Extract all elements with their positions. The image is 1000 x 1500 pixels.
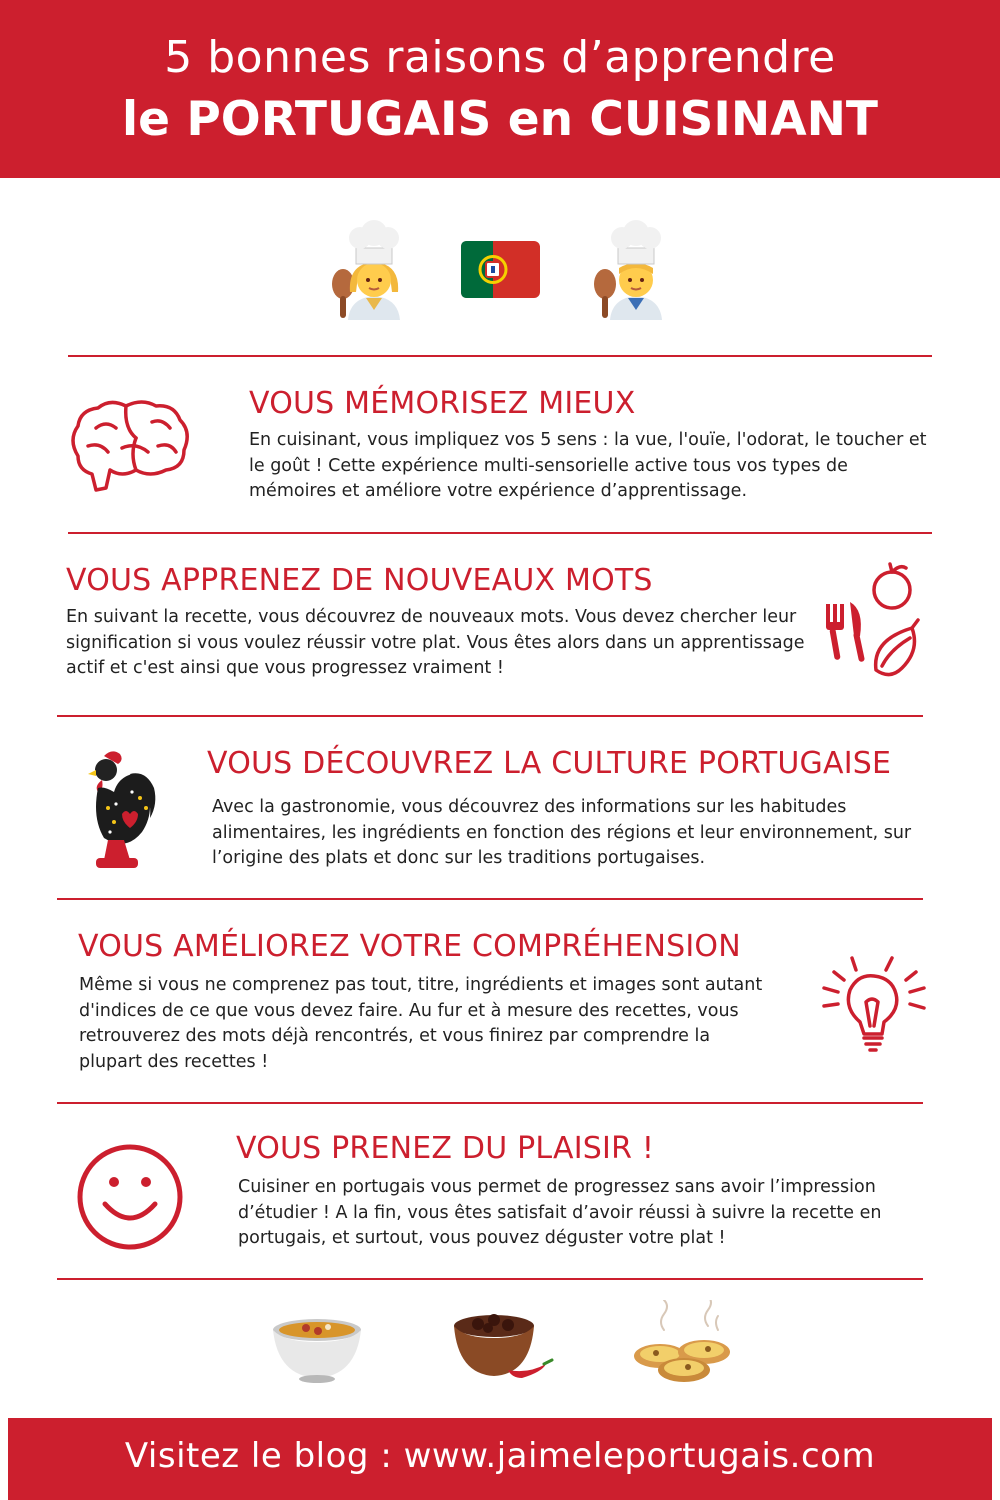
divider — [57, 1102, 923, 1104]
custard-tarts-icon — [630, 1300, 740, 1386]
smiley-icon — [75, 1142, 185, 1252]
divider — [57, 1278, 923, 1280]
section-title: VOUS APPRENEZ DE NOUVEAUX MOTS — [66, 563, 653, 598]
woman-cook-icon — [326, 218, 422, 320]
header-banner — [0, 0, 1000, 178]
man-cook-icon — [588, 218, 684, 320]
barcelos-rooster-icon — [74, 748, 158, 870]
section-title: VOUS DÉCOUVREZ LA CULTURE PORTUGAISE — [207, 746, 892, 781]
stew-bowl-icon — [448, 1310, 554, 1384]
section-title: VOUS AMÉLIOREZ VOTRE COMPRÉHENSION — [78, 929, 741, 964]
divider — [68, 355, 932, 357]
blog-link[interactable]: Visitez le blog : www.jaimeleportugais.com — [124, 1436, 876, 1476]
brain-icon — [66, 398, 194, 494]
soup-bowl-icon — [270, 1316, 364, 1384]
food-utensils-icon — [820, 560, 932, 686]
divider — [57, 898, 923, 900]
section-title: VOUS MÉMORISEZ MIEUX — [249, 386, 636, 421]
section-title: VOUS PRENEZ DU PLAISIR ! — [236, 1131, 655, 1166]
section-body: Avec la gastronomie, vous découvrez des informations sur les habitudes alimentaires, les ingrédients en fonction des régions et leur environnement, sur l’origine des plats et donc sur les traditions portugaises. — [212, 797, 912, 868]
section-body: Cuisiner en portugais vous permet de progressez sans avoir l’impression d’étudier ! A la fin, vous êtes satisfait d’avoir réussi à suivre la recette en portugais, et surtout, vous pouvez déguster votre plat ! — [238, 1177, 882, 1248]
section-body: Même si vous ne comprenez pas tout, titre, ingrédients et images sont autant d'indices de ce que vous devez faire. Au fur et à mesure des recettes, vous retrouverez des mots déjà rencontrés, et vous finirez par comprendre la plupart des recettes ! — [79, 975, 763, 1072]
divider — [68, 532, 932, 534]
divider — [57, 715, 923, 717]
header-title-line-2: le PORTUGAIS en CUISINANT — [122, 92, 878, 147]
footer-banner — [8, 1418, 992, 1500]
section-body: En suivant la recette, vous découvrez de nouveaux mots. Vous devez chercher leur signification si vous voulez réussir votre plat. Vous êtes alors dans un apprentissage actif et c'est ainsi que vous progressez vraiment ! — [66, 607, 805, 678]
section-body: En cuisinant, vous impliquez vos 5 sens : la vue, l'ouïe, l'odorat, le toucher et le goût ! Cette expérience multi-sensorielle active tous vos types de mémoires et améliore votre expérience d’apprentissage. — [249, 430, 927, 501]
lightbulb-icon — [814, 952, 934, 1060]
portugal-flag-icon — [461, 241, 540, 298]
header-title-line-1: 5 bonnes raisons d’apprendre — [164, 32, 836, 83]
